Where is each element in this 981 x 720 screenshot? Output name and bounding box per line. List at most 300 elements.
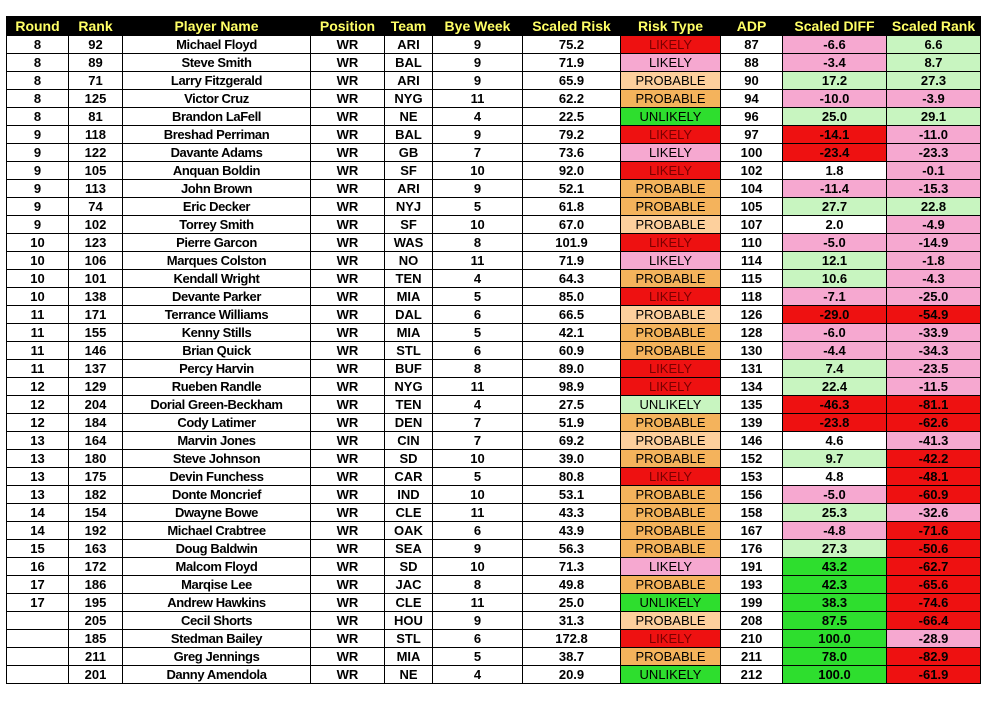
cell-player-name: John Brown xyxy=(123,180,311,198)
cell-adp: 134 xyxy=(721,378,783,396)
table-row[interactable] xyxy=(7,126,981,144)
cell-position: WR xyxy=(311,360,385,378)
cell-scaled-diff: -29.0 xyxy=(783,306,887,324)
table-row[interactable] xyxy=(7,450,981,468)
table-row[interactable] xyxy=(7,288,981,306)
cell-player-name: Davante Adams xyxy=(123,144,311,162)
cell-team: MIA xyxy=(385,288,433,306)
cell-scaled-rank: -42.2 xyxy=(887,450,981,468)
cell-risk-type: UNLIKELY xyxy=(621,594,721,612)
cell-position: WR xyxy=(311,504,385,522)
cell-adp: 210 xyxy=(721,630,783,648)
cell-scaled-diff: 27.3 xyxy=(783,540,887,558)
cell-team: HOU xyxy=(385,612,433,630)
cell-scaled-risk: 22.5 xyxy=(523,108,621,126)
cell-player-name: Marvin Jones xyxy=(123,432,311,450)
cell-team: NYG xyxy=(385,378,433,396)
cell-scaled-rank: -4.9 xyxy=(887,216,981,234)
cell-rank: 211 xyxy=(69,648,123,666)
cell-bye-week: 10 xyxy=(433,558,523,576)
table-row[interactable] xyxy=(7,270,981,288)
cell-team: DAL xyxy=(385,306,433,324)
column-header-rank[interactable]: Rank xyxy=(69,17,123,36)
cell-scaled-diff: -11.4 xyxy=(783,180,887,198)
table-row[interactable] xyxy=(7,558,981,576)
cell-bye-week: 7 xyxy=(433,432,523,450)
cell-bye-week: 9 xyxy=(433,180,523,198)
cell-scaled-risk: 61.8 xyxy=(523,198,621,216)
cell-player-name: Kendall Wright xyxy=(123,270,311,288)
cell-scaled-rank: 22.8 xyxy=(887,198,981,216)
cell-scaled-diff: -23.4 xyxy=(783,144,887,162)
cell-position: WR xyxy=(311,306,385,324)
table-row[interactable] xyxy=(7,630,981,648)
cell-scaled-risk: 38.7 xyxy=(523,648,621,666)
cell-team: NE xyxy=(385,108,433,126)
cell-player-name: Cody Latimer xyxy=(123,414,311,432)
cell-team: ARI xyxy=(385,180,433,198)
cell-scaled-rank: -11.5 xyxy=(887,378,981,396)
cell-scaled-rank: -28.9 xyxy=(887,630,981,648)
cell-scaled-rank: -34.3 xyxy=(887,342,981,360)
cell-team: NE xyxy=(385,666,433,684)
cell-position: WR xyxy=(311,72,385,90)
cell-adp: 126 xyxy=(721,306,783,324)
cell-risk-type: PROBABLE xyxy=(621,432,721,450)
cell-position: WR xyxy=(311,486,385,504)
cell-scaled-risk: 79.2 xyxy=(523,126,621,144)
cell-bye-week: 9 xyxy=(433,540,523,558)
cell-scaled-risk: 89.0 xyxy=(523,360,621,378)
cell-scaled-rank: -61.9 xyxy=(887,666,981,684)
cell-risk-type: PROBABLE xyxy=(621,306,721,324)
cell-scaled-risk: 60.9 xyxy=(523,342,621,360)
cell-risk-type: LIKELY xyxy=(621,378,721,396)
cell-risk-type: PROBABLE xyxy=(621,216,721,234)
cell-bye-week: 11 xyxy=(433,378,523,396)
draft-rankings-table xyxy=(6,16,981,684)
cell-scaled-rank: -1.8 xyxy=(887,252,981,270)
cell-position: WR xyxy=(311,144,385,162)
table-row[interactable] xyxy=(7,252,981,270)
table-row[interactable] xyxy=(7,468,981,486)
cell-scaled-diff: 4.8 xyxy=(783,468,887,486)
cell-round xyxy=(7,630,69,648)
cell-risk-type: PROBABLE xyxy=(621,450,721,468)
cell-scaled-rank: -4.3 xyxy=(887,270,981,288)
table-row[interactable] xyxy=(7,360,981,378)
cell-adp: 87 xyxy=(721,36,783,54)
cell-rank: 205 xyxy=(69,612,123,630)
cell-team: SEA xyxy=(385,540,433,558)
cell-scaled-diff: 42.3 xyxy=(783,576,887,594)
cell-player-name: Andrew Hawkins xyxy=(123,594,311,612)
cell-scaled-diff: -6.0 xyxy=(783,324,887,342)
table-row[interactable] xyxy=(7,180,981,198)
cell-scaled-risk: 56.3 xyxy=(523,540,621,558)
cell-team: OAK xyxy=(385,522,433,540)
cell-position: WR xyxy=(311,180,385,198)
table-row[interactable] xyxy=(7,666,981,684)
cell-risk-type: LIKELY xyxy=(621,252,721,270)
table-row[interactable] xyxy=(7,36,981,54)
cell-rank: 154 xyxy=(69,504,123,522)
cell-round: 10 xyxy=(7,270,69,288)
cell-position: WR xyxy=(311,342,385,360)
cell-bye-week: 4 xyxy=(433,396,523,414)
cell-adp: 139 xyxy=(721,414,783,432)
cell-team: BAL xyxy=(385,126,433,144)
cell-rank: 71 xyxy=(69,72,123,90)
cell-team: SF xyxy=(385,216,433,234)
cell-risk-type: PROBABLE xyxy=(621,576,721,594)
cell-player-name: Cecil Shorts xyxy=(123,612,311,630)
table-row[interactable] xyxy=(7,90,981,108)
cell-scaled-diff: 7.4 xyxy=(783,360,887,378)
cell-bye-week: 9 xyxy=(433,54,523,72)
cell-risk-type: PROBABLE xyxy=(621,414,721,432)
cell-team: MIA xyxy=(385,648,433,666)
cell-bye-week: 8 xyxy=(433,576,523,594)
cell-adp: 211 xyxy=(721,648,783,666)
cell-scaled-risk: 101.9 xyxy=(523,234,621,252)
cell-round: 9 xyxy=(7,162,69,180)
cell-scaled-risk: 65.9 xyxy=(523,72,621,90)
cell-player-name: Michael Floyd xyxy=(123,36,311,54)
cell-position: WR xyxy=(311,432,385,450)
cell-round: 13 xyxy=(7,432,69,450)
cell-risk-type: PROBABLE xyxy=(621,270,721,288)
cell-adp: 94 xyxy=(721,90,783,108)
column-header-position[interactable]: Position xyxy=(311,17,385,36)
cell-scaled-risk: 42.1 xyxy=(523,324,621,342)
cell-risk-type: PROBABLE xyxy=(621,522,721,540)
cell-position: WR xyxy=(311,648,385,666)
cell-scaled-risk: 27.5 xyxy=(523,396,621,414)
cell-rank: 146 xyxy=(69,342,123,360)
cell-scaled-rank: -33.9 xyxy=(887,324,981,342)
cell-team: SD xyxy=(385,450,433,468)
cell-team: CLE xyxy=(385,594,433,612)
table-body xyxy=(7,36,981,684)
cell-team: NO xyxy=(385,252,433,270)
table-row[interactable] xyxy=(7,540,981,558)
table-row[interactable] xyxy=(7,72,981,90)
cell-bye-week: 11 xyxy=(433,594,523,612)
cell-risk-type: LIKELY xyxy=(621,468,721,486)
cell-bye-week: 11 xyxy=(433,90,523,108)
cell-player-name: Brian Quick xyxy=(123,342,311,360)
cell-scaled-rank: -74.6 xyxy=(887,594,981,612)
cell-team: BAL xyxy=(385,54,433,72)
cell-player-name: Terrance Williams xyxy=(123,306,311,324)
cell-adp: 156 xyxy=(721,486,783,504)
cell-round: 10 xyxy=(7,288,69,306)
cell-adp: 114 xyxy=(721,252,783,270)
cell-team: STL xyxy=(385,630,433,648)
cell-round: 11 xyxy=(7,342,69,360)
cell-scaled-diff: -10.0 xyxy=(783,90,887,108)
cell-player-name: Dwayne Bowe xyxy=(123,504,311,522)
cell-adp: 212 xyxy=(721,666,783,684)
cell-scaled-diff: -14.1 xyxy=(783,126,887,144)
cell-scaled-risk: 64.3 xyxy=(523,270,621,288)
cell-position: WR xyxy=(311,108,385,126)
cell-player-name: Steve Smith xyxy=(123,54,311,72)
cell-scaled-rank: -41.3 xyxy=(887,432,981,450)
cell-rank: 180 xyxy=(69,450,123,468)
cell-team: MIA xyxy=(385,324,433,342)
cell-adp: 97 xyxy=(721,126,783,144)
cell-team: SD xyxy=(385,558,433,576)
cell-position: WR xyxy=(311,540,385,558)
cell-scaled-diff: 100.0 xyxy=(783,630,887,648)
cell-rank: 118 xyxy=(69,126,123,144)
cell-bye-week: 5 xyxy=(433,468,523,486)
table-row[interactable] xyxy=(7,108,981,126)
cell-rank: 186 xyxy=(69,576,123,594)
cell-team: BUF xyxy=(385,360,433,378)
cell-bye-week: 5 xyxy=(433,324,523,342)
cell-adp: 146 xyxy=(721,432,783,450)
cell-player-name: Greg Jennings xyxy=(123,648,311,666)
column-header-risk-type[interactable]: Risk Type xyxy=(621,17,721,36)
cell-bye-week: 5 xyxy=(433,198,523,216)
table-row[interactable] xyxy=(7,162,981,180)
cell-scaled-risk: 75.2 xyxy=(523,36,621,54)
column-header-scaled-rank[interactable]: Scaled Rank xyxy=(887,17,981,36)
cell-round: 12 xyxy=(7,378,69,396)
column-header-bye-week[interactable]: Bye Week xyxy=(433,17,523,36)
cell-risk-type: PROBABLE xyxy=(621,198,721,216)
cell-rank: 74 xyxy=(69,198,123,216)
cell-scaled-rank: 27.3 xyxy=(887,72,981,90)
cell-position: WR xyxy=(311,630,385,648)
table-row[interactable] xyxy=(7,396,981,414)
cell-team: CIN xyxy=(385,432,433,450)
table-row[interactable] xyxy=(7,234,981,252)
table-row[interactable] xyxy=(7,612,981,630)
cell-player-name: Victor Cruz xyxy=(123,90,311,108)
cell-scaled-risk: 43.9 xyxy=(523,522,621,540)
cell-risk-type: LIKELY xyxy=(621,360,721,378)
cell-adp: 107 xyxy=(721,216,783,234)
cell-risk-type: LIKELY xyxy=(621,288,721,306)
cell-position: WR xyxy=(311,324,385,342)
cell-scaled-rank: 29.1 xyxy=(887,108,981,126)
cell-adp: 208 xyxy=(721,612,783,630)
cell-player-name: Doug Baldwin xyxy=(123,540,311,558)
cell-adp: 104 xyxy=(721,180,783,198)
cell-team: WAS xyxy=(385,234,433,252)
cell-rank: 122 xyxy=(69,144,123,162)
cell-bye-week: 9 xyxy=(433,126,523,144)
cell-risk-type: LIKELY xyxy=(621,234,721,252)
cell-scaled-diff: 25.0 xyxy=(783,108,887,126)
cell-player-name: Devante Parker xyxy=(123,288,311,306)
cell-position: WR xyxy=(311,216,385,234)
cell-rank: 201 xyxy=(69,666,123,684)
cell-rank: 81 xyxy=(69,108,123,126)
cell-team: TEN xyxy=(385,270,433,288)
cell-round: 14 xyxy=(7,504,69,522)
cell-scaled-rank: -14.9 xyxy=(887,234,981,252)
cell-round: 12 xyxy=(7,396,69,414)
cell-bye-week: 9 xyxy=(433,612,523,630)
cell-scaled-risk: 71.3 xyxy=(523,558,621,576)
cell-scaled-diff: 2.0 xyxy=(783,216,887,234)
cell-position: WR xyxy=(311,378,385,396)
cell-scaled-diff: -23.8 xyxy=(783,414,887,432)
cell-position: WR xyxy=(311,270,385,288)
table-row[interactable] xyxy=(7,504,981,522)
table-container xyxy=(6,16,981,684)
cell-scaled-risk: 43.3 xyxy=(523,504,621,522)
cell-bye-week: 10 xyxy=(433,162,523,180)
cell-rank: 125 xyxy=(69,90,123,108)
table-row[interactable] xyxy=(7,198,981,216)
cell-scaled-diff: -46.3 xyxy=(783,396,887,414)
cell-round: 16 xyxy=(7,558,69,576)
cell-bye-week: 10 xyxy=(433,450,523,468)
cell-scaled-risk: 71.9 xyxy=(523,252,621,270)
cell-adp: 153 xyxy=(721,468,783,486)
cell-round: 17 xyxy=(7,594,69,612)
column-header-scaled-diff[interactable]: Scaled DIFF xyxy=(783,17,887,36)
table-row[interactable] xyxy=(7,144,981,162)
cell-round xyxy=(7,648,69,666)
cell-scaled-risk: 39.0 xyxy=(523,450,621,468)
cell-scaled-risk: 25.0 xyxy=(523,594,621,612)
cell-player-name: Michael Crabtree xyxy=(123,522,311,540)
table-row[interactable] xyxy=(7,378,981,396)
cell-risk-type: LIKELY xyxy=(621,630,721,648)
cell-rank: 195 xyxy=(69,594,123,612)
cell-scaled-risk: 71.9 xyxy=(523,54,621,72)
cell-team: TEN xyxy=(385,396,433,414)
cell-bye-week: 4 xyxy=(433,270,523,288)
cell-position: WR xyxy=(311,414,385,432)
cell-risk-type: PROBABLE xyxy=(621,612,721,630)
cell-scaled-diff: -7.1 xyxy=(783,288,887,306)
cell-player-name: Brandon LaFell xyxy=(123,108,311,126)
cell-scaled-rank: -60.9 xyxy=(887,486,981,504)
table-row[interactable] xyxy=(7,414,981,432)
cell-round: 8 xyxy=(7,108,69,126)
cell-player-name: Stedman Bailey xyxy=(123,630,311,648)
cell-bye-week: 7 xyxy=(433,414,523,432)
cell-adp: 193 xyxy=(721,576,783,594)
table-row[interactable] xyxy=(7,54,981,72)
cell-adp: 100 xyxy=(721,144,783,162)
column-header-scaled-risk[interactable]: Scaled Risk xyxy=(523,17,621,36)
cell-team: CAR xyxy=(385,468,433,486)
cell-round: 13 xyxy=(7,450,69,468)
cell-risk-type: PROBABLE xyxy=(621,90,721,108)
column-header-player-name[interactable]: Player Name xyxy=(123,17,311,36)
cell-rank: 137 xyxy=(69,360,123,378)
cell-player-name: Rueben Randle xyxy=(123,378,311,396)
column-header-team[interactable]: Team xyxy=(385,17,433,36)
cell-rank: 184 xyxy=(69,414,123,432)
cell-bye-week: 11 xyxy=(433,252,523,270)
cell-scaled-rank: -32.6 xyxy=(887,504,981,522)
cell-scaled-rank: -66.4 xyxy=(887,612,981,630)
cell-rank: 92 xyxy=(69,36,123,54)
cell-round: 13 xyxy=(7,486,69,504)
cell-scaled-rank: -62.7 xyxy=(887,558,981,576)
cell-team: SF xyxy=(385,162,433,180)
cell-scaled-diff: 12.1 xyxy=(783,252,887,270)
table-row[interactable] xyxy=(7,342,981,360)
cell-scaled-diff: 17.2 xyxy=(783,72,887,90)
table-row[interactable] xyxy=(7,648,981,666)
cell-bye-week: 6 xyxy=(433,342,523,360)
cell-scaled-risk: 31.3 xyxy=(523,612,621,630)
cell-bye-week: 8 xyxy=(433,234,523,252)
cell-scaled-rank: -81.1 xyxy=(887,396,981,414)
cell-adp: 135 xyxy=(721,396,783,414)
cell-scaled-diff: -5.0 xyxy=(783,486,887,504)
cell-adp: 191 xyxy=(721,558,783,576)
table-row[interactable] xyxy=(7,576,981,594)
cell-round: 10 xyxy=(7,252,69,270)
column-header-adp[interactable]: ADP xyxy=(721,17,783,36)
cell-scaled-diff: 10.6 xyxy=(783,270,887,288)
cell-scaled-risk: 49.8 xyxy=(523,576,621,594)
table-row[interactable] xyxy=(7,324,981,342)
cell-scaled-rank: -54.9 xyxy=(887,306,981,324)
cell-position: WR xyxy=(311,54,385,72)
column-header-round[interactable]: Round xyxy=(7,17,69,36)
cell-rank: 185 xyxy=(69,630,123,648)
cell-risk-type: PROBABLE xyxy=(621,342,721,360)
cell-scaled-rank: -3.9 xyxy=(887,90,981,108)
cell-position: WR xyxy=(311,90,385,108)
cell-bye-week: 6 xyxy=(433,630,523,648)
cell-team: DEN xyxy=(385,414,433,432)
table-row[interactable] xyxy=(7,486,981,504)
cell-position: WR xyxy=(311,396,385,414)
table-row[interactable] xyxy=(7,216,981,234)
table-row[interactable] xyxy=(7,594,981,612)
cell-player-name: Breshad Perriman xyxy=(123,126,311,144)
cell-scaled-rank: -65.6 xyxy=(887,576,981,594)
cell-rank: 163 xyxy=(69,540,123,558)
cell-round: 9 xyxy=(7,198,69,216)
cell-player-name: Larry Fitzgerald xyxy=(123,72,311,90)
cell-risk-type: PROBABLE xyxy=(621,504,721,522)
cell-player-name: Torrey Smith xyxy=(123,216,311,234)
cell-position: WR xyxy=(311,198,385,216)
cell-risk-type: PROBABLE xyxy=(621,180,721,198)
cell-team: GB xyxy=(385,144,433,162)
cell-position: WR xyxy=(311,234,385,252)
cell-risk-type: LIKELY xyxy=(621,126,721,144)
cell-scaled-rank: -11.0 xyxy=(887,126,981,144)
cell-position: WR xyxy=(311,576,385,594)
cell-round: 8 xyxy=(7,72,69,90)
cell-bye-week: 11 xyxy=(433,504,523,522)
cell-scaled-risk: 69.2 xyxy=(523,432,621,450)
table-row[interactable] xyxy=(7,432,981,450)
table-row[interactable] xyxy=(7,522,981,540)
table-row[interactable] xyxy=(7,306,981,324)
cell-scaled-rank: -62.6 xyxy=(887,414,981,432)
cell-risk-type: LIKELY xyxy=(621,162,721,180)
cell-scaled-risk: 53.1 xyxy=(523,486,621,504)
cell-rank: 172 xyxy=(69,558,123,576)
